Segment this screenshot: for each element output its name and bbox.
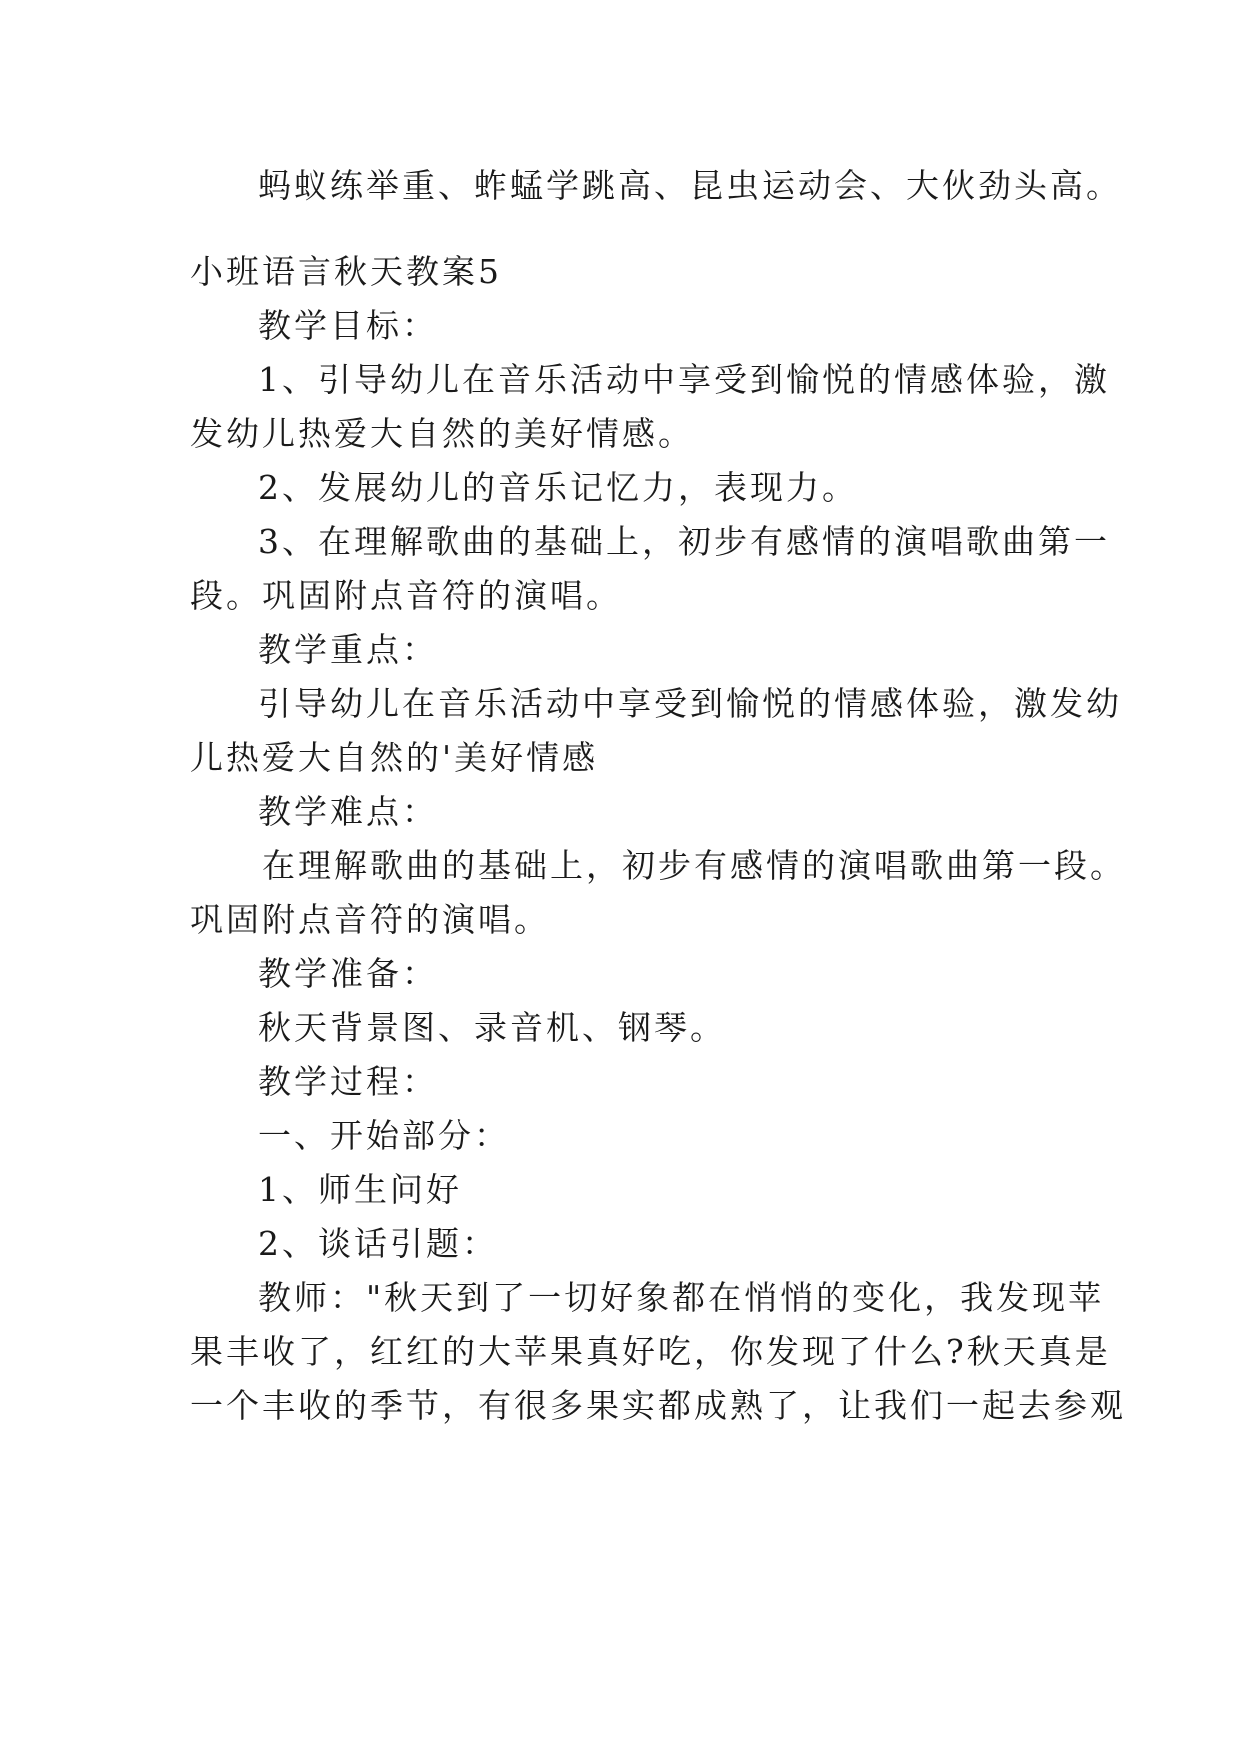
paragraph-line: 果丰收了，红红的大苹果真好吃，你发现了什么?秋天真是 — [190, 1332, 1111, 1371]
paragraph-line: 2、谈话引题： — [258, 1224, 498, 1263]
paragraph-line: 引导幼儿在音乐活动中享受到愉悦的情感体验，激发幼 — [258, 684, 1122, 723]
paragraph-line: 蚂蚁练举重、蚱蜢学跳高、昆虫运动会、大伙劲头高。 — [258, 166, 1122, 205]
paragraph-line: 3、在理解歌曲的基础上，初步有感情的演唱歌曲第一 — [258, 522, 1110, 561]
paragraph-line: 秋天背景图、录音机、钢琴。 — [258, 1008, 726, 1047]
paragraph-line: 发幼儿热爱大自然的美好情感。 — [190, 414, 694, 453]
paragraph-line: 1、引导幼儿在音乐活动中享受到愉悦的情感体验，激 — [258, 360, 1110, 399]
section-heading: 小班语言秋天教案5 — [190, 252, 502, 291]
subheading-process: 教学过程： — [258, 1062, 438, 1101]
paragraph-line: 教师："秋天到了一切好象都在悄悄的变化，我发现苹 — [258, 1278, 1105, 1317]
subheading-difficulties: 教学难点： — [258, 792, 438, 831]
paragraph-line: 在理解歌曲的基础上，初步有感情的演唱歌曲第一段。 — [262, 846, 1126, 885]
paragraph-line: 儿热爱大自然的'美好情感 — [190, 738, 599, 777]
paragraph-line: 段。巩固附点音符的演唱。 — [190, 576, 622, 615]
paragraph-line: 2、发展幼儿的音乐记忆力，表现力。 — [258, 468, 858, 507]
subheading-key-points: 教学重点： — [258, 630, 438, 669]
subheading-preparation: 教学准备： — [258, 954, 438, 993]
paragraph-line: 巩固附点音符的演唱。 — [190, 900, 550, 939]
paragraph-line: 1、师生问好 — [258, 1170, 462, 1209]
paragraph-line: 一个丰收的季节，有很多果实都成熟了，让我们一起去参观 — [190, 1386, 1126, 1425]
subheading-objectives: 教学目标： — [258, 306, 438, 345]
paragraph-line: 一、开始部分： — [258, 1116, 510, 1155]
